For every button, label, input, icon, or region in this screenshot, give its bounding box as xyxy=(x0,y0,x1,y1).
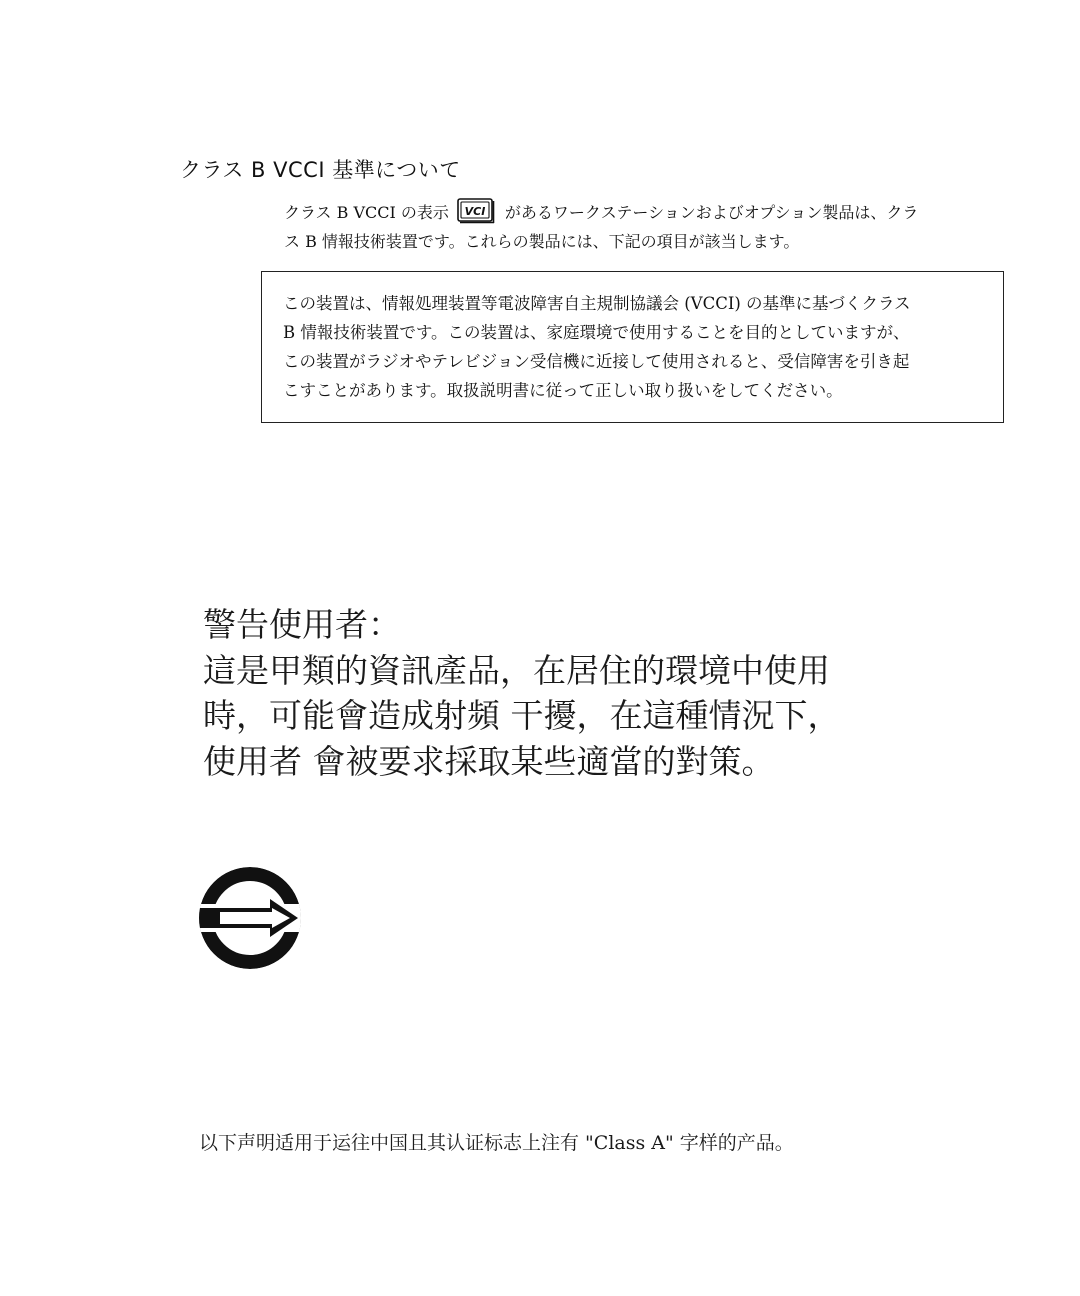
bsmi-mark-icon xyxy=(198,866,302,970)
vcci-section-heading: クラス B VCCI 基準について xyxy=(180,158,461,182)
vcci-intro-text-before-logo: クラス B VCCI の表示 xyxy=(284,203,449,222)
china-class-a-statement: 以下声明适用于运往中国且其认证标志上注有 "Class A" 字样的产品。 xyxy=(199,1132,794,1154)
vcci-intro-paragraph xyxy=(284,198,996,256)
taiwan-bsmi-warning xyxy=(203,602,841,784)
vcci-intro-text-after-logo: があるワークステーションおよびオプション製品は、クラ xyxy=(504,203,919,222)
vcci-notice-box xyxy=(261,271,1004,423)
vcci-notice-line-4: こすことがあります。取扱説明書に従って正しい取り扱いをしてください。 xyxy=(283,381,843,400)
vcci-logo-text: VCI xyxy=(464,204,486,218)
vcci-intro-line-2: ス B 情報技術装置です。これらの製品には、下記の項目が該当します。 xyxy=(284,232,800,251)
taiwan-warning-line-1: 警告使用者： xyxy=(203,605,401,644)
vcci-logo-icon xyxy=(457,198,495,224)
taiwan-warning-line-4: 使用者 會被要求採取某些適當的對策。 xyxy=(203,741,775,781)
taiwan-warning-line-2: 這是甲類的資訊產品，在居住的環境中使用 xyxy=(203,650,830,690)
vcci-notice-line-1: この装置は、情報処理装置等電波障害自主規制協議会 (VCCI) の基準に基づくクラス xyxy=(283,294,911,313)
taiwan-warning-line-3: 時，可能會造成射頻 干擾，在這種情況下， xyxy=(203,696,841,735)
vcci-notice-line-3: この装置がラジオやテレビジョン受信機に近接して使用されると、受信障害を引き起 xyxy=(283,352,910,371)
vcci-intro-line-1 xyxy=(284,198,996,227)
vcci-notice-line-2: B 情報技術装置です。この装置は、家庭環境で使用することを目的としていますが、 xyxy=(283,323,910,342)
